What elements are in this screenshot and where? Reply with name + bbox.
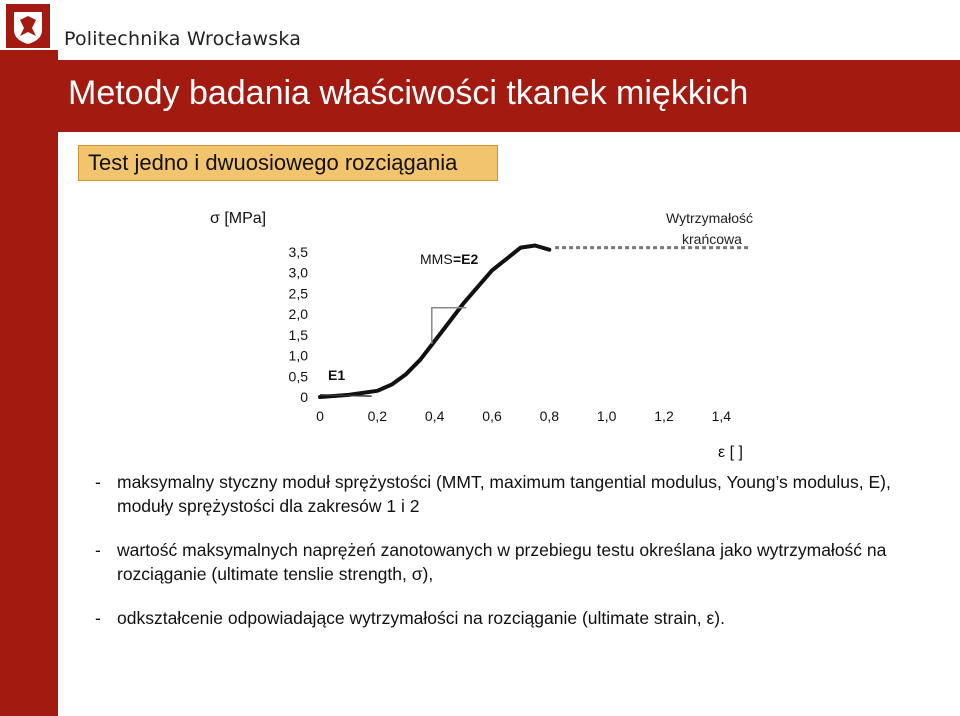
e1-label: E1 xyxy=(328,367,346,383)
y-tick-label: 2,5 xyxy=(288,285,308,302)
x-tick-label: 0 xyxy=(316,408,324,424)
header xyxy=(0,0,960,50)
e2-label: =E2 xyxy=(453,251,479,267)
y-tick-label: 3,0 xyxy=(288,264,308,281)
y-ticks xyxy=(289,244,309,405)
strength-label: Wytrzymałość xyxy=(666,210,753,226)
y-axis-label: σ [MPa] xyxy=(210,210,267,227)
x-axis-label: ε [ ] xyxy=(718,444,743,461)
x-tick-label: 0,6 xyxy=(482,408,502,424)
x-tick-label: 1,2 xyxy=(654,408,674,424)
x-tick-label: 0,4 xyxy=(424,408,445,424)
bullet-dash: - xyxy=(95,608,101,628)
bullet-text: maksymalny styczny moduł sprężystości (MMT, maximum tangential modulus, Young’s modulus, E), moduły sprężystości dla zakresów 1 i 2 xyxy=(117,472,891,516)
x-ticks xyxy=(316,408,731,424)
y-tick-label: 1,0 xyxy=(288,347,308,364)
bullet-text: wartość maksymalnych naprężeń zanotowanych w przebiegu testu określana jako wytrzymałość na rozciąganie (ultimate tenslie strength, σ), xyxy=(117,540,887,584)
x-tick-label: 0,2 xyxy=(367,408,388,424)
bullet-dash: - xyxy=(95,540,101,560)
y-tick-label: 1,5 xyxy=(288,326,308,343)
y-tick-label: 0 xyxy=(300,389,308,405)
stress-strain-chart xyxy=(190,195,770,465)
y-tick-label: 2,0 xyxy=(288,306,308,322)
bullet-text: odkształcenie odpowiadające wytrzymałości na rozciąganie (ultimate strain, ε). xyxy=(117,608,725,628)
university-logo-icon xyxy=(6,4,50,48)
left-brand-stripe xyxy=(0,0,58,716)
x-tick-label: 0,8 xyxy=(539,408,560,424)
stress-strain-curve xyxy=(320,246,549,398)
bullet-dash: - xyxy=(95,472,101,492)
y-tick-label: 0,5 xyxy=(288,368,308,385)
chart-marks xyxy=(320,246,750,398)
strength-label-2: krańcowa xyxy=(682,231,742,247)
university-name: Politechnika Wrocławska xyxy=(64,28,302,50)
bullet-item xyxy=(95,470,915,518)
bullet-list xyxy=(95,470,915,650)
slide-title: Metody badania właściwości tkanek miękkich xyxy=(68,74,749,112)
y-tick-label: 3,5 xyxy=(288,243,308,260)
bullet-item xyxy=(95,538,915,586)
x-tick-label: 1,4 xyxy=(711,408,732,424)
slide-subtitle: Test jedno i dwuosiowego rozciągania xyxy=(88,150,458,175)
bullet-item xyxy=(95,606,915,630)
mms-label: MMS xyxy=(420,251,453,267)
x-tick-label: 1,0 xyxy=(596,408,617,424)
